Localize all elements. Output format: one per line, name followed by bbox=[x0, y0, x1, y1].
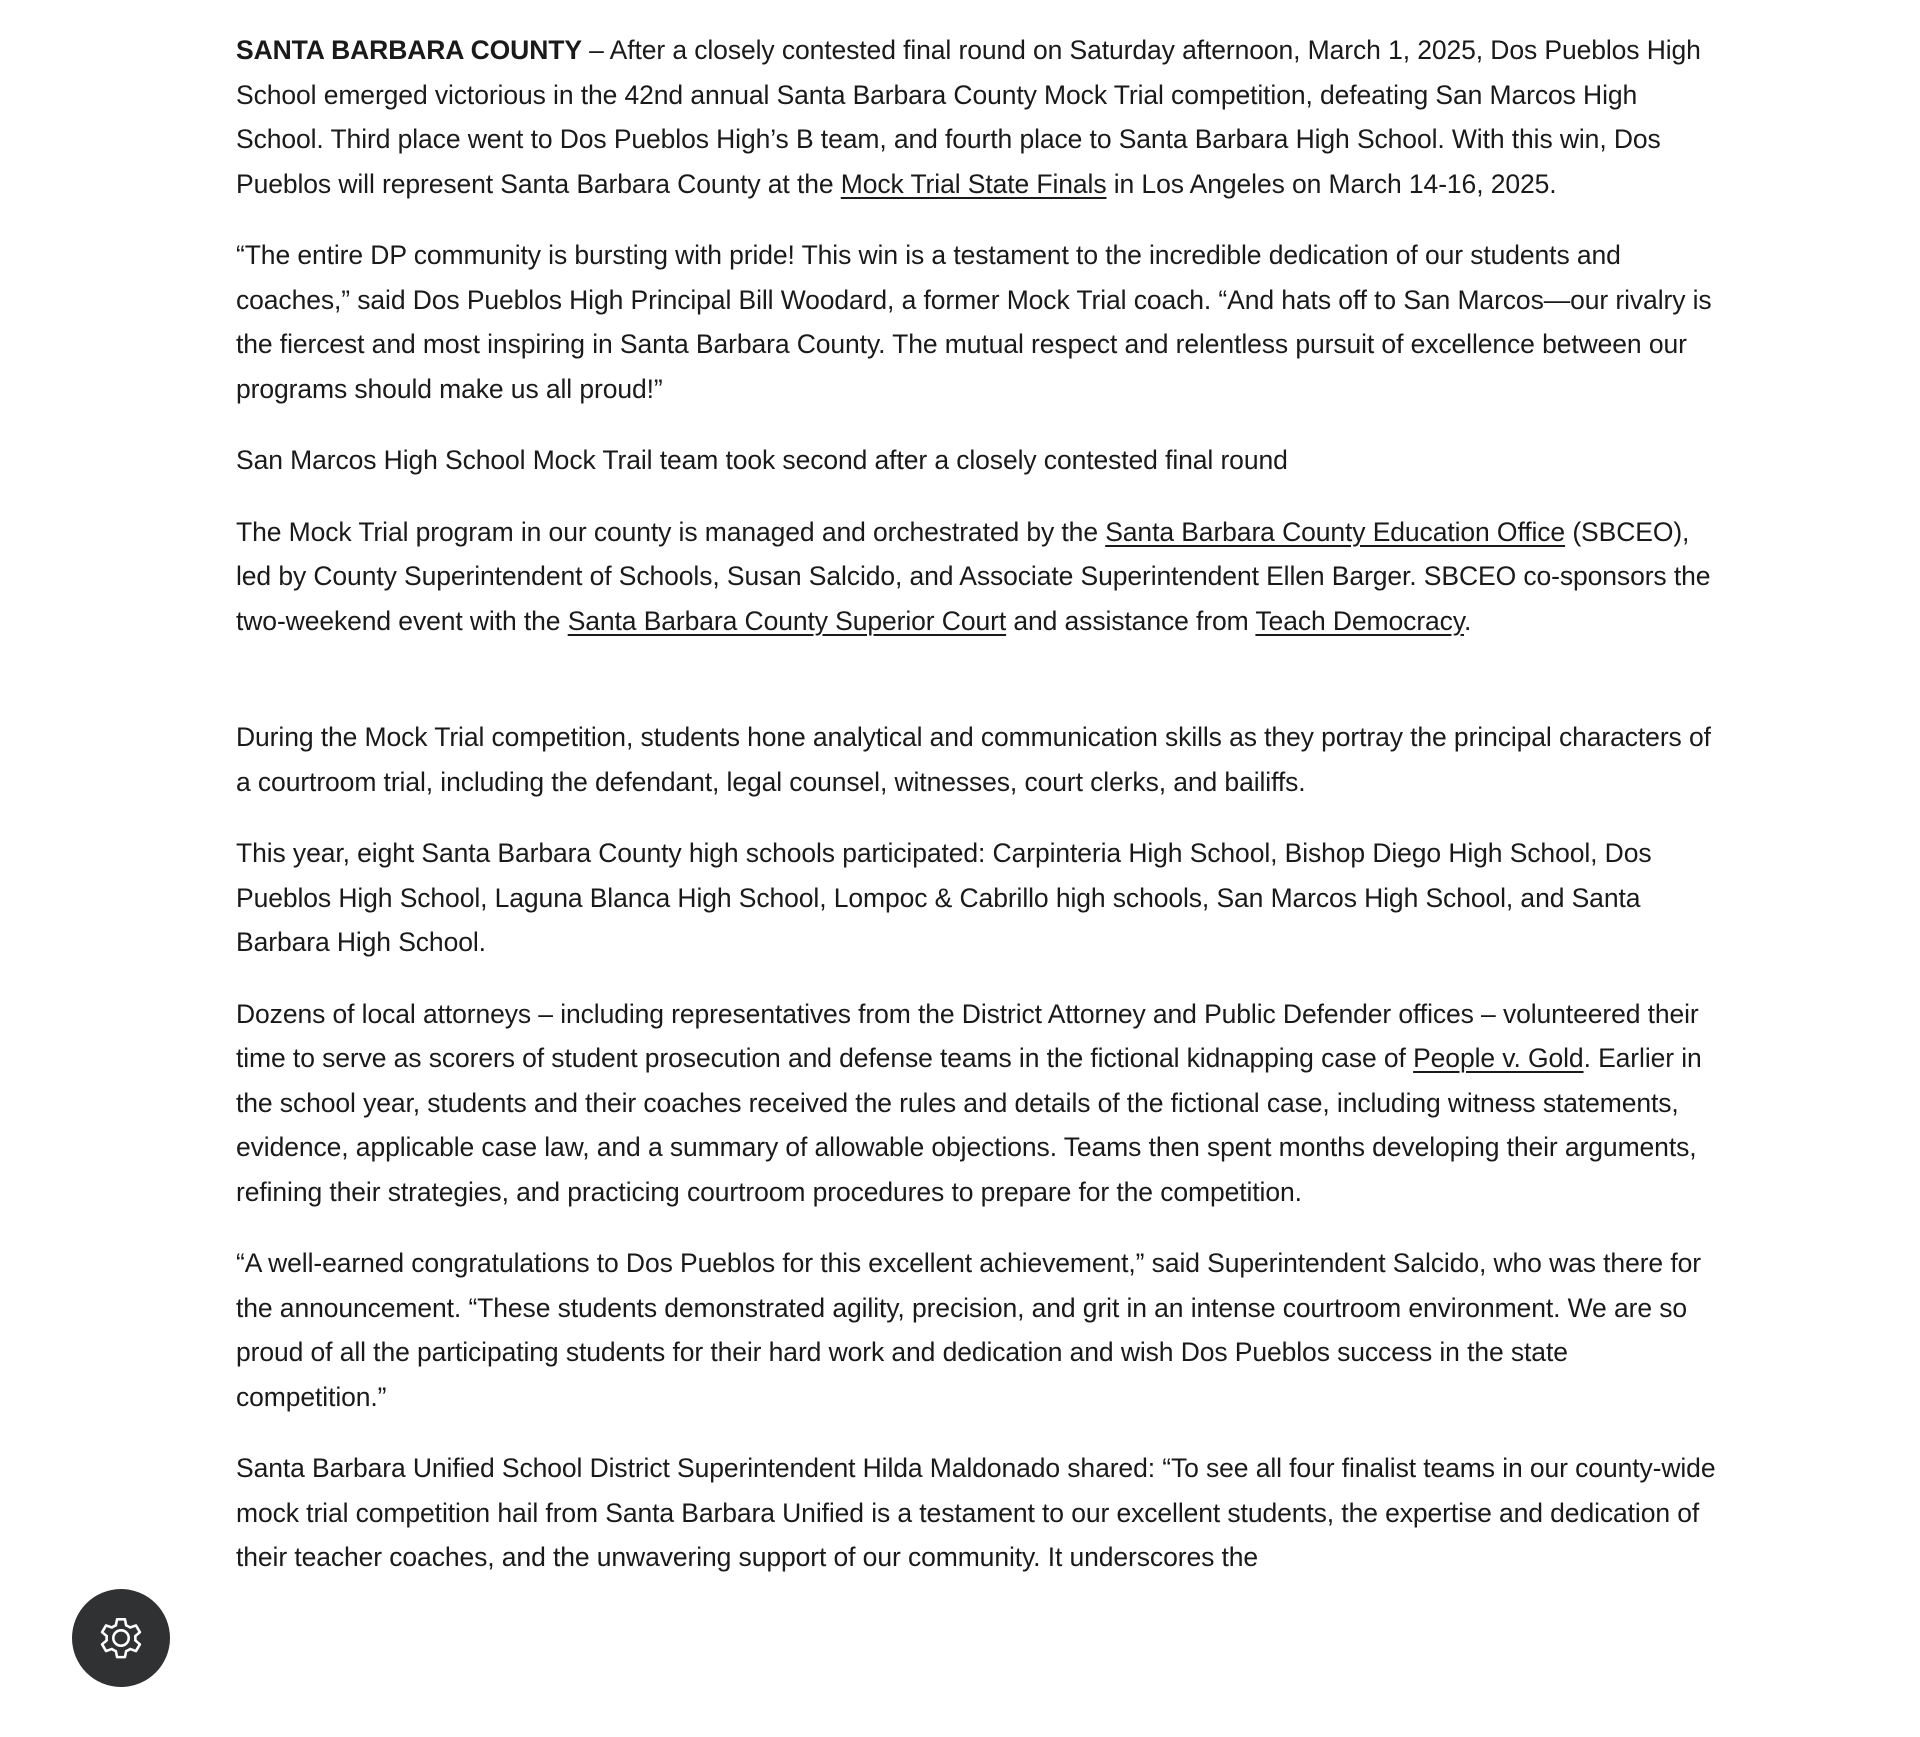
article-paragraph: During the Mock Trial competition, students hone analytical and communication skills as they portray the principal characters of a courtroom trial, including the defendant, legal counsel, witnesses, court clerks, and bailiffs. bbox=[236, 722, 1711, 797]
paragraph-text: – After a closely contested final round on Saturday afternoon, March 1, 2025, Dos Pueblos High School emerged victorious in the 42nd annual Santa Barbara County Mock Trial competition, defeating San Marcos High School. Third place went to Dos Pueblos High’s B team, and fourth place to Santa Barbara High School. With this win, Dos Pueblos will represent Santa Barbara County at the bbox=[236, 35, 1701, 199]
gear-icon bbox=[93, 1610, 149, 1666]
link-santa-barbara-county-superior-court[interactable]: Santa Barbara County Superior Court bbox=[567, 605, 1007, 636]
paragraph-text: in Los Angeles on March 14-16, 2025. bbox=[1106, 168, 1557, 199]
article-paragraph bbox=[236, 510, 1716, 644]
article-paragraph: This year, eight Santa Barbara County high schools participated: Carpinteria High School, Bishop Diego High School, Dos Pueblos High School, Laguna Blanca High School, Lompoc & Cabrillo high schools, San Marcos High School, and Santa Barbara High School. bbox=[236, 838, 1652, 957]
article-body bbox=[236, 28, 1716, 1607]
article-paragraph: “The entire DP community is bursting with pride! This win is a testament to the incredible dedication of our students and coaches,” said Dos Pueblos High Principal Bill Woodard, a former Mock Trial coach. “And hats off to San Marcos—our rivalry is the fiercest and most inspiring in Santa Barbara County. The mutual respect and relentless pursuit of excellence between our programs should make us all proud!” bbox=[236, 240, 1712, 404]
photo-caption: San Marcos High School Mock Trail team took second after a closely contested final round bbox=[236, 445, 1288, 475]
paragraph-text: (SBCEO), led by County Superintendent of Schools, Susan Salcido, and Associate Superintendent Ellen Barger. SBCEO co-sponsors the two-weekend event with the bbox=[236, 516, 1711, 636]
paragraph-text: The Mock Trial program in our county is managed and orchestrated by the bbox=[236, 516, 1106, 547]
paragraph-text: . Earlier in the school year, students and their coaches received the rules and details of the fictional case, including witness statements, evidence, applicable case law, and a summary of allowable objections. Teams then spent months developing their arguments, refining their strategies, and practicing courtroom procedures to prepare for the competition. bbox=[236, 1043, 1702, 1207]
article-paragraph bbox=[236, 992, 1716, 1215]
settings-button[interactable] bbox=[72, 1589, 170, 1687]
paragraph-text: Dozens of local attorneys – including representatives from the District Attorney and Public Defender offices – volunteered their time to serve as scorers of student prosecution and defense teams in the fictional kidnapping case of bbox=[236, 998, 1699, 1073]
article-paragraph: “A well-earned congratulations to Dos Pueblos for this excellent achievement,” said Superintendent Salcido, who was there for the announcement. “These students demonstrated agility, precision, and grit in an intense courtroom environment. We are so proud of all the participating students for their hard work and dedication and wish Dos Pueblos success in the state competition.” bbox=[236, 1248, 1701, 1412]
dateline: SANTA BARBARA COUNTY bbox=[236, 35, 582, 65]
link-mock-trial-state-finals[interactable]: Mock Trial State Finals bbox=[840, 168, 1107, 199]
paragraph-text: . bbox=[1464, 605, 1472, 636]
article-paragraph bbox=[236, 28, 1716, 206]
link-teach-democracy[interactable]: Teach Democracy bbox=[1255, 605, 1465, 636]
paragraph-text: and assistance from bbox=[1006, 605, 1256, 636]
link-santa-barbara-county-education-office[interactable]: Santa Barbara County Education Office bbox=[1105, 516, 1566, 547]
link-people-v-gold[interactable]: People v. Gold bbox=[1413, 1043, 1584, 1073]
article-paragraph: Santa Barbara Unified School District Superintendent Hilda Maldonado shared: “To see all four finalist teams in our county-wide mock trial competition hail from Santa Barbara Unified is a testament to our excellent students, the expertise and dedication of their teacher coaches, and the unwavering support of our community. It underscores the bbox=[236, 1453, 1716, 1572]
